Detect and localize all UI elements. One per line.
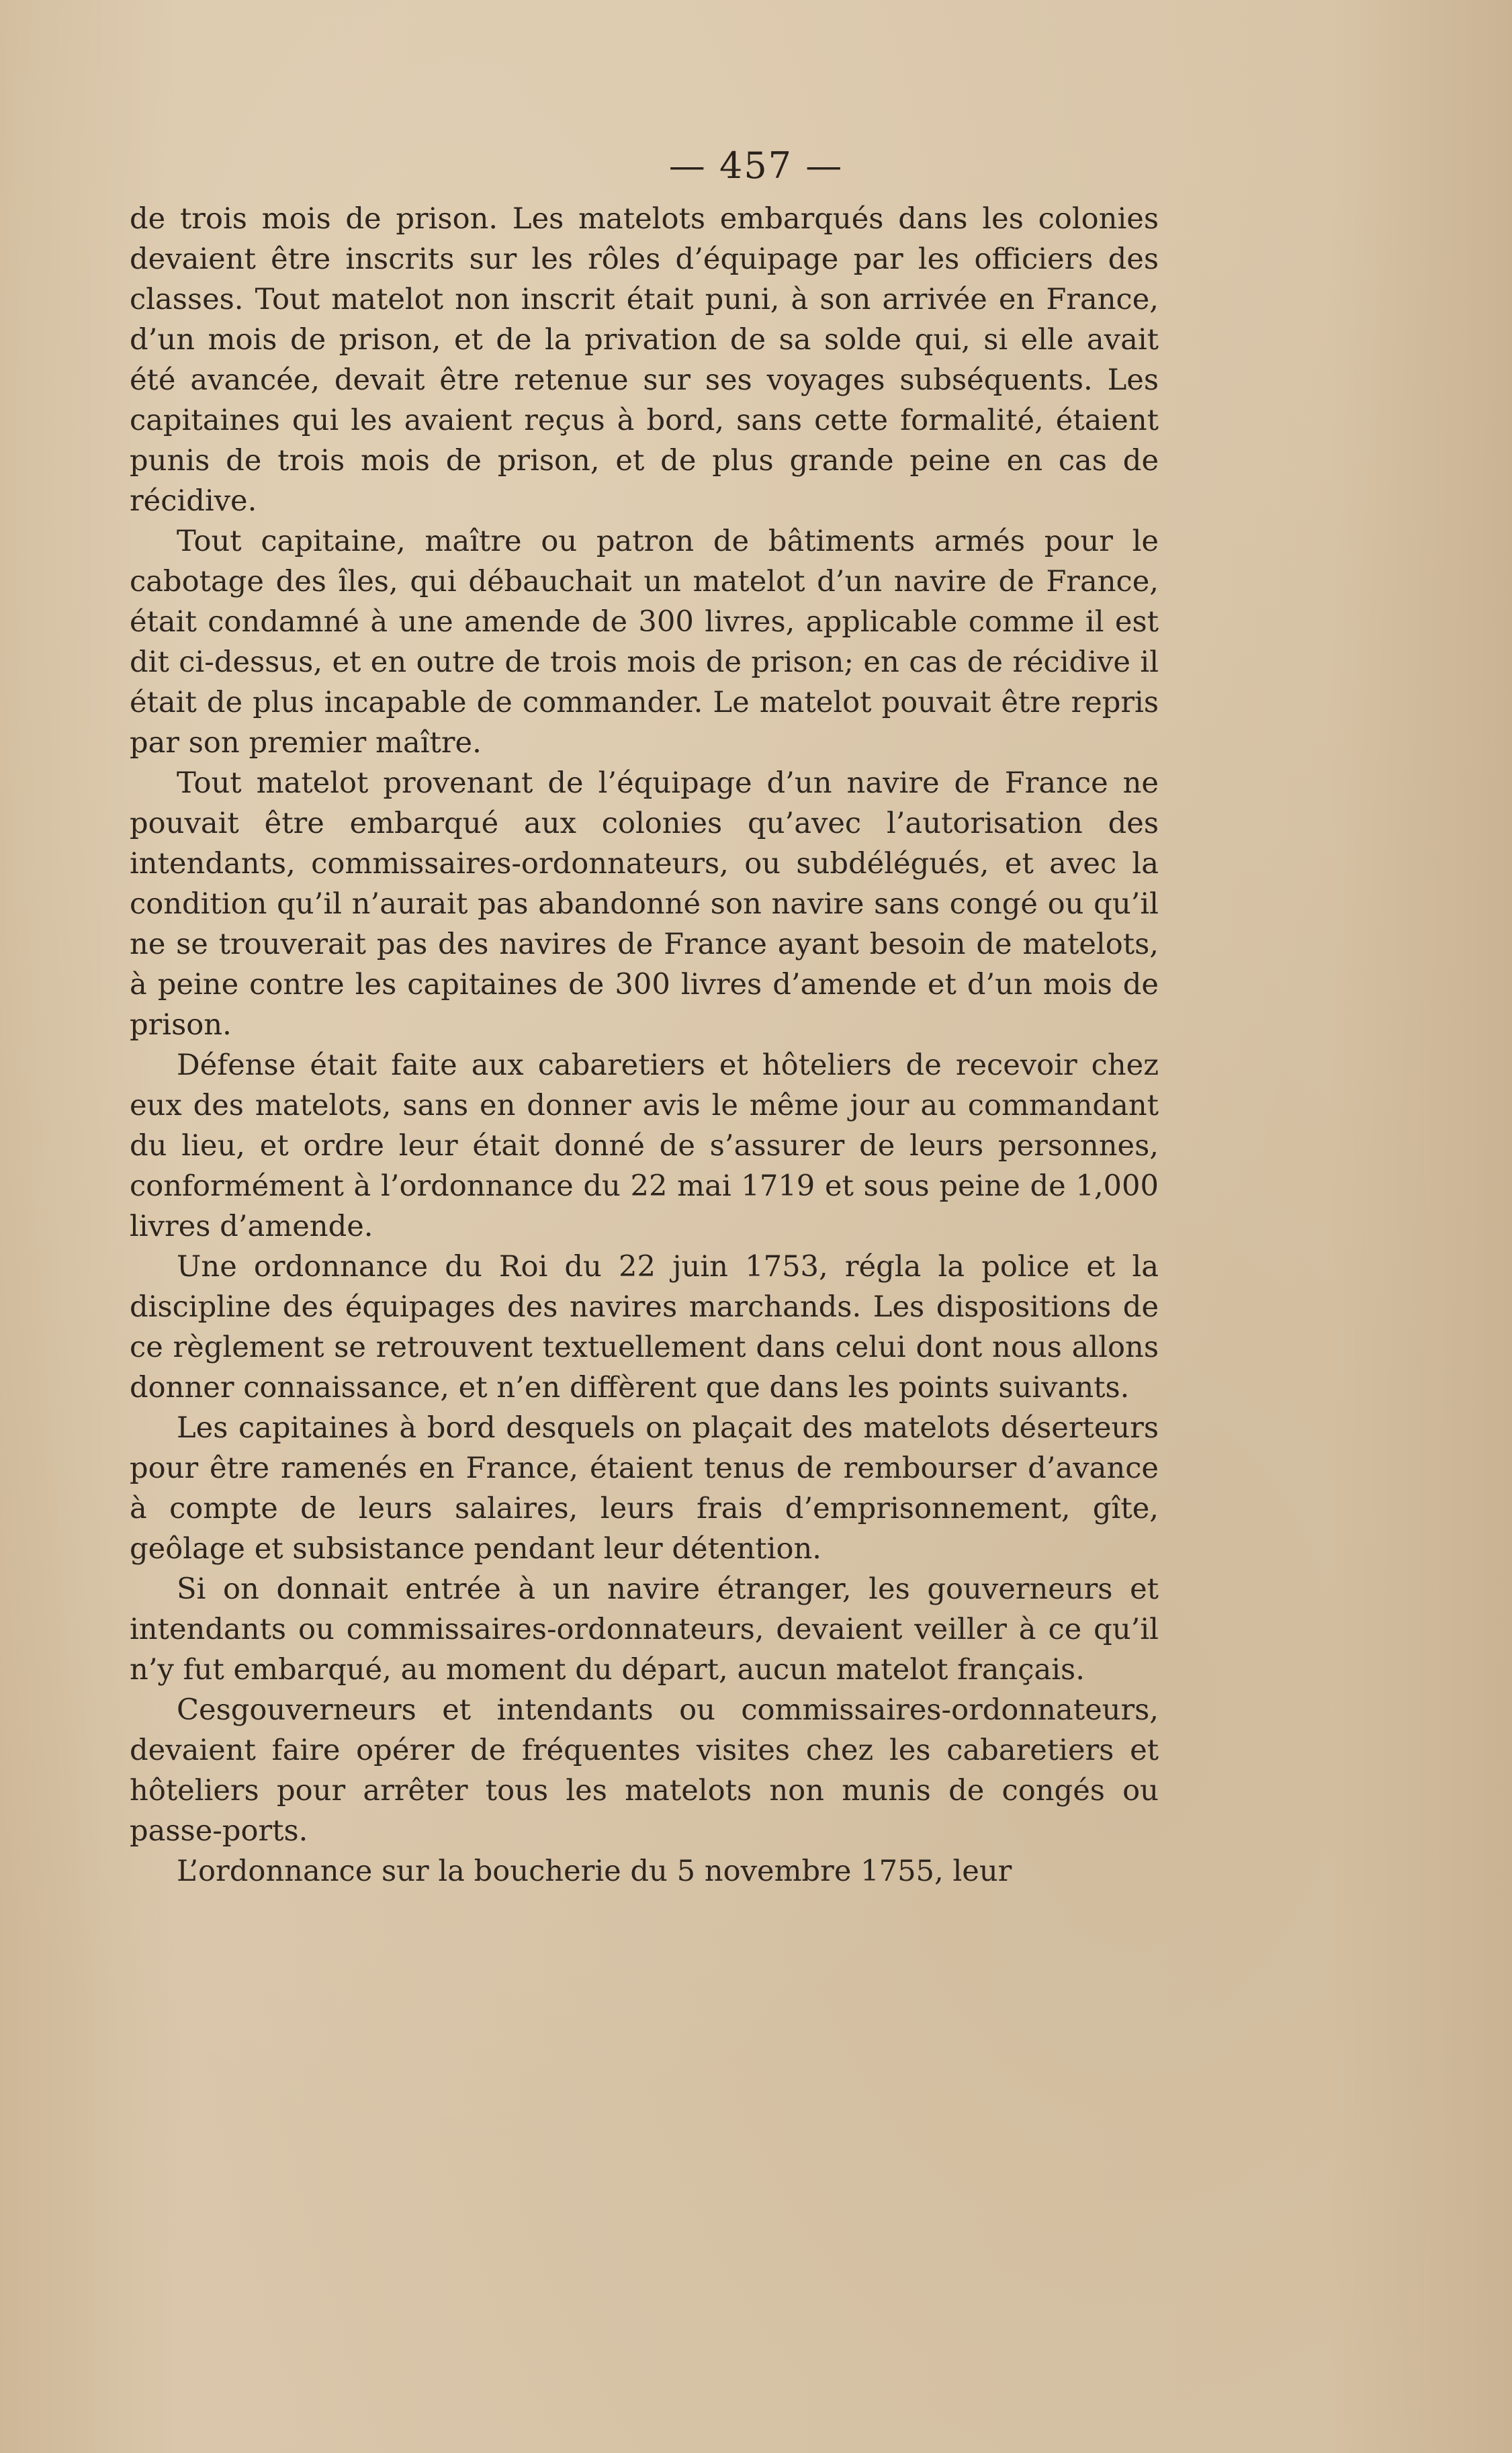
paragraph: Tout matelot provenant de l’équipage d’un navire de France ne pouvait être embarqué aux colonies qu’avec l’autorisation des intendants, commissaires-ordonnateurs, ou subdélégués, et avec la condition qu’il n’aurait pas abandonné son navire sans congé ou qu’il ne se trouverait pas des navires de France ayant besoin de matelots, à peine contre les capitaines de 300 livres d’amende et d’un mois de prison. [130,766,1159,1042]
paragraph: de trois mois de prison. Les matelots embarqués dans les colonies devaient être inscrits sur les rôles d’équipage par les officiers des classes. Tout matelot non inscrit était puni, à son arrivée en France, d’un mois de prison, et de la privation de sa solde qui, si elle avait été avancée, devait être retenue sur ses voyages subséquents. Les capitaines qui les avaient reçus à bord, sans cette formalité, étaient punis de trois mois de prison, et de plus grande peine en cas de récidive. [130,202,1159,518]
body-text [130,199,1159,1891]
paragraph: Si on donnait entrée à un navire étranger, les gouverneurs et intendants ou commissaires-ordonnateurs, devaient veiller à ce qu’il n’y fut embarqué, au moment du départ, aucun matelot français. [130,1572,1159,1687]
paragraph: L’ordonnance sur la boucherie du 5 novembre 1755, leur [177,1855,1012,1888]
paragraph: Une ordonnance du Roi du 22 juin 1753, régla la police et la discipline des équipages des navires marchands. Les dispositions de ce règlement se retrouvent textuellement dans celui dont nous allons donner connaissance, et n’en diffèrent que dans les points suivants. [130,1250,1159,1404]
paragraph: Cesgouverneurs et intendants ou commissaires-ordonnateurs, devaient faire opérer de fréquentes visites chez les cabaretiers et hôteliers pour arrêter tous les matelots non munis de congés ou passe-ports. [130,1693,1159,1848]
paragraph: Défense était faite aux cabaretiers et hôteliers de recevoir chez eux des matelots, sans en donner avis le même jour au commandant du lieu, et ordre leur était donné de s’assurer de leurs personnes, conformément à l’ordonnance du 22 mai 1719 et sous peine de 1,000 livres d’amende. [130,1049,1159,1243]
paragraph: Les capitaines à bord desquels on plaçait des matelots déserteurs pour être ramenés en France, étaient tenus de rembourser d’avance à compte de leurs salaires, leurs frais d’emprisonnement, gîte, geôlage et subsistance pendant leur détention. [130,1411,1159,1566]
paragraph: Tout capitaine, maître ou patron de bâtiments armés pour le cabotage des îles, qui débauchait un matelot d’un navire de France, était condamné à une amende de 300 livres, applicable comme il est dit ci-dessus, et en outre de trois mois de prison; en cas de récidive il était de plus incapable de commander. Le matelot pouvait être repris par son premier maître. [130,525,1159,760]
page-number: — 457 — [668,144,844,187]
